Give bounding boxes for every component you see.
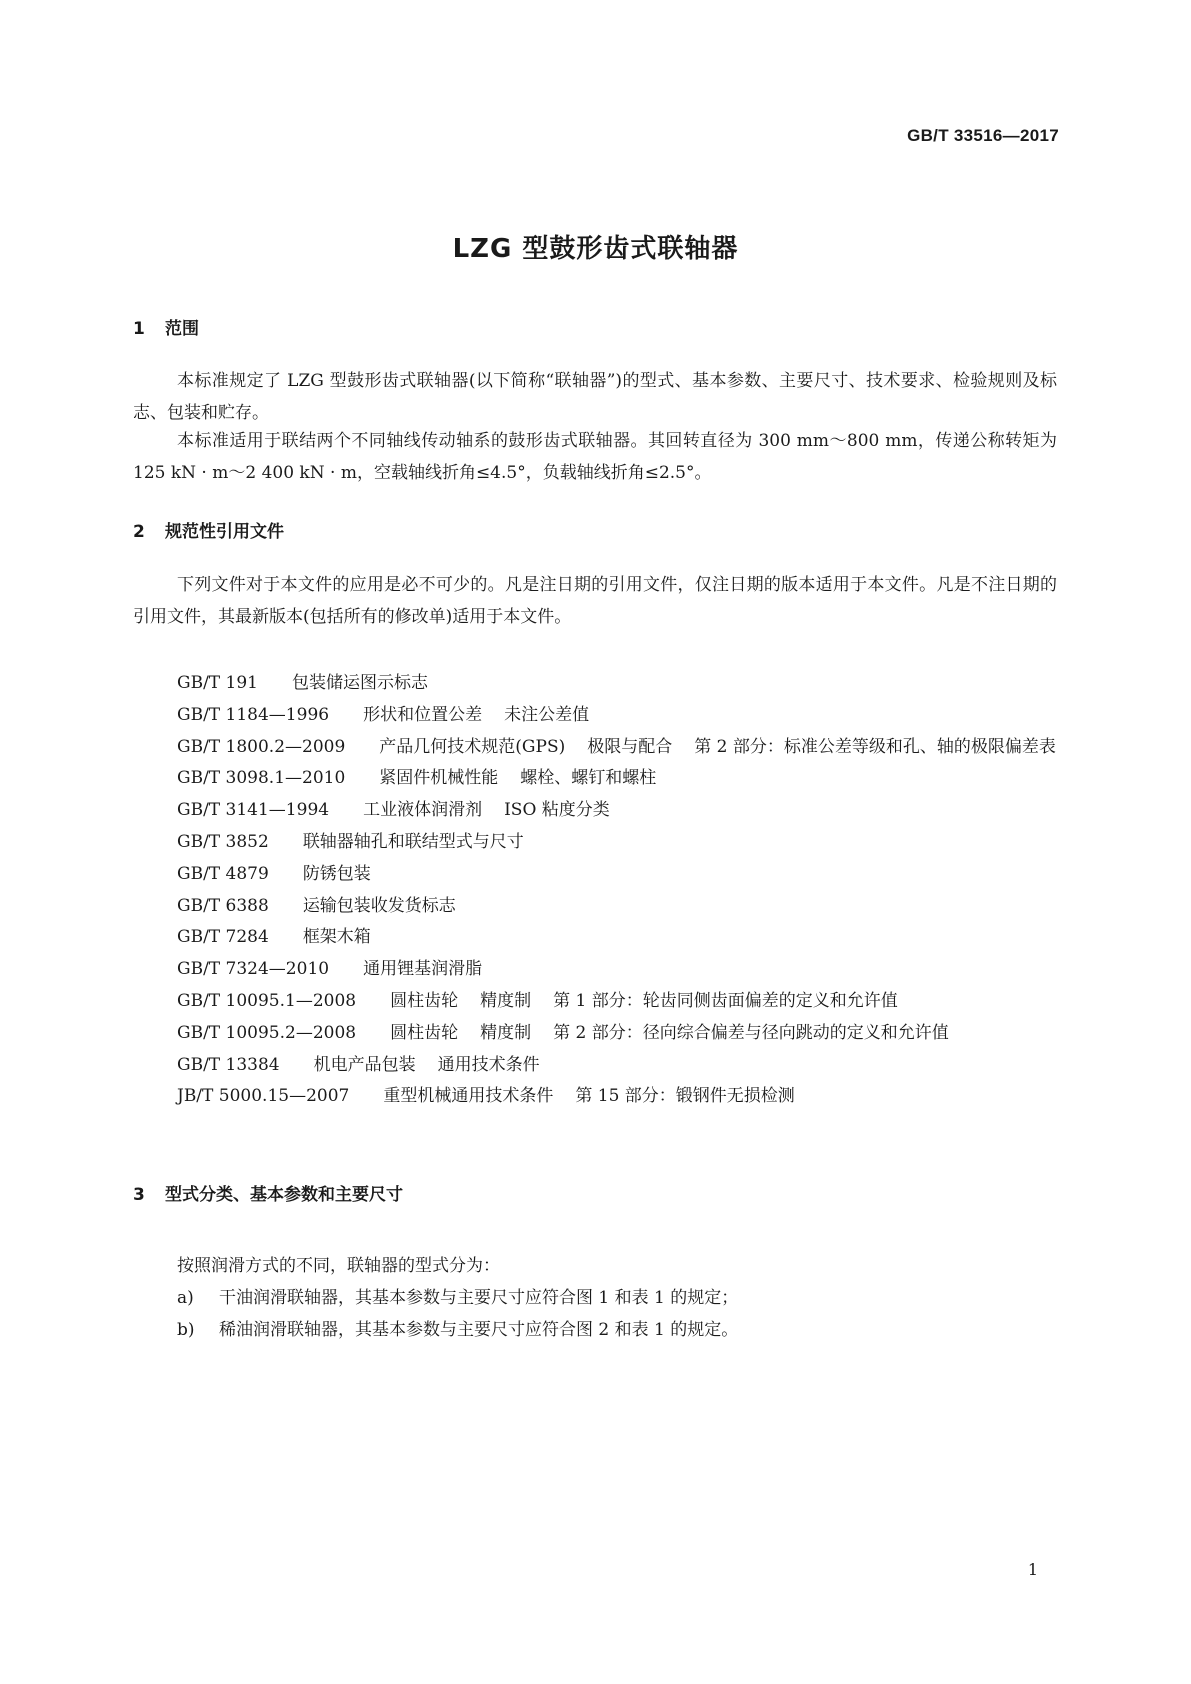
reference-item (133, 732, 1057, 764)
reference-part: 第 1 部分：轮齿同侧齿面偏差的定义和允许值 (553, 990, 898, 1011)
reference-part: 第 2 部分：径向综合偏差与径向跳动的定义和允许值 (553, 1022, 949, 1043)
page-number: 1 (1027, 1560, 1038, 1579)
section-1-title: 范围 (165, 319, 199, 339)
reference-code: GB/T 6388 (177, 895, 269, 916)
reference-subtitle: ISO 粘度分类 (504, 800, 610, 821)
reference-item (133, 1081, 1057, 1113)
standard-code: GB/T 33516—2017 (907, 126, 1059, 145)
list-item-text: 稀油润滑联轴器，其基本参数与主要尺寸应符合图 2 和表 1 的规定。 (219, 1320, 739, 1340)
reference-code: GB/T 3141—1994 (177, 800, 330, 821)
section-2-paragraph-1: 下列文件对于本文件的应用是必不可少的。凡是注日期的引用文件，仅注日期的版本适用于本文件。凡是不注日期的引用文件，其最新版本(包括所有的修改单)适用于本文件。 (133, 575, 1057, 627)
list-item (133, 1314, 1057, 1346)
reference-subtitle: 第 15 部分：锻钢件无损检测 (575, 1086, 795, 1107)
reference-title: 包装储运图示标志 (292, 673, 428, 693)
section-1-paragraph-2: 本标准适用于联结两个不同轴线传动轴系的鼓形齿式联轴器。其回转直径为 300 mm～800 mm，传递公称转矩为 125 kN · m～2 400 kN · m，空载轴线折角≤4.5°，负载轴线折角≤2.5°。 (133, 431, 1057, 483)
section-1-heading (133, 314, 199, 339)
document-title: LZG 型鼓形齿式联轴器 (452, 234, 739, 264)
reference-title: 框架木箱 (302, 927, 371, 948)
reference-subtitle: 精度制 (480, 990, 532, 1011)
reference-part: 第 2 部分：标准公差等级和孔、轴的极限偏差表 (694, 736, 1056, 757)
reference-code: GB/T 4879 (177, 863, 269, 884)
reference-title: 重型机械通用技术条件 (383, 1086, 554, 1107)
reference-item (133, 859, 1057, 891)
reference-item (133, 891, 1057, 923)
lubrication-type-list (133, 1282, 1057, 1346)
section-3-number: 3 (133, 1185, 145, 1205)
reference-code: GB/T 1800.2—2009 (177, 736, 346, 757)
reference-title: 产品几何技术规范(GPS) (379, 736, 566, 757)
list-item-text: 干油润滑联轴器，其基本参数与主要尺寸应符合图 1 和表 1 的规定； (219, 1288, 739, 1308)
section-3-heading (133, 1180, 403, 1205)
reference-title: 防锈包装 (302, 863, 371, 884)
reference-title: 形状和位置公差 (363, 704, 483, 725)
reference-code: GB/T 3852 (177, 831, 269, 852)
reference-title: 工业液体润滑剂 (363, 800, 483, 821)
reference-code: GB/T 1184—1996 (177, 704, 330, 725)
normative-reference-list (133, 668, 1057, 1113)
reference-item (133, 954, 1057, 986)
reference-item (133, 922, 1057, 954)
reference-title: 圆柱齿轮 (390, 1022, 459, 1043)
reference-code: GB/T 3098.1—2010 (177, 768, 346, 789)
reference-code: GB/T 13384 (177, 1054, 280, 1075)
reference-code: GB/T 7324—2010 (177, 959, 330, 980)
section-1-number: 1 (133, 319, 145, 339)
reference-title: 运输包装收发货标志 (302, 895, 456, 916)
reference-item (133, 1050, 1057, 1082)
reference-subtitle: 未注公差值 (504, 704, 590, 725)
reference-title: 机电产品包装 (313, 1054, 416, 1075)
reference-code: GB/T 7284 (177, 927, 269, 948)
reference-item (133, 827, 1057, 859)
list-item-mark: b) (177, 1320, 195, 1340)
reference-code: JB/T 5000.15—2007 (177, 1086, 350, 1107)
reference-item (133, 986, 1057, 1018)
reference-subtitle: 精度制 (480, 1022, 532, 1043)
reference-title: 圆柱齿轮 (390, 990, 459, 1011)
reference-code: GB/T 10095.2—2008 (177, 1022, 357, 1043)
section-2-title: 规范性引用文件 (165, 522, 284, 542)
reference-subtitle: 通用技术条件 (437, 1054, 540, 1075)
reference-title: 通用锂基润滑脂 (363, 959, 483, 980)
reference-item (133, 668, 1057, 700)
reference-title: 紧固件机械性能 (379, 768, 499, 789)
section-3-paragraph-1: 按照润滑方式的不同，联轴器的型式分为： (177, 1256, 500, 1276)
reference-subtitle: 极限与配合 (587, 736, 673, 757)
list-item-mark: a) (177, 1288, 194, 1308)
reference-code: GB/T 191 (177, 673, 258, 693)
reference-subtitle: 螺栓、螺钉和螺柱 (520, 768, 657, 789)
section-2-number: 2 (133, 522, 145, 542)
reference-code: GB/T 10095.1—2008 (177, 990, 357, 1011)
section-2-heading (133, 517, 284, 542)
reference-item (133, 700, 1057, 732)
reference-item (133, 1018, 1057, 1050)
list-item (133, 1282, 1057, 1314)
reference-item (133, 763, 1057, 795)
reference-item (133, 795, 1057, 827)
section-1-paragraph-1: 本标准规定了 LZG 型鼓形齿式联轴器(以下简称“联轴器”)的型式、基本参数、主要尺寸、技术要求、检验规则及标志、包装和贮存。 (133, 371, 1057, 423)
section-3-title: 型式分类、基本参数和主要尺寸 (165, 1185, 403, 1205)
reference-title: 联轴器轴孔和联结型式与尺寸 (302, 831, 524, 852)
